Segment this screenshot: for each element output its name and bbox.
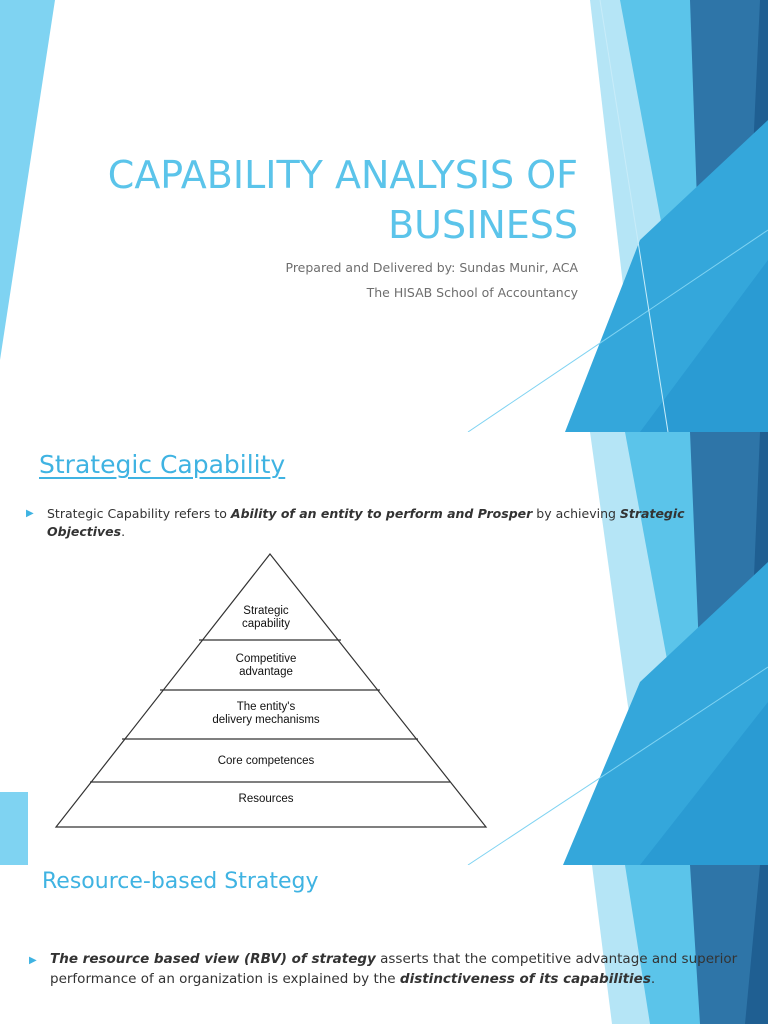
pyramid-level-3-line-2: delivery mechanisms <box>212 714 320 726</box>
pyramid-level-4: Core competences <box>217 755 315 767</box>
pyramid-level-1-line-2: capability <box>242 618 290 630</box>
title-line-1: CAPABILITY ANALYSIS OF <box>107 153 578 197</box>
slide-resource-based-strategy <box>0 865 768 1024</box>
rbv-definition: The resource based view (RBV) of strategy asserts that the competitive advantage and superior performance of an organization is explained by the distinctiveness of its capabilities. <box>50 951 738 987</box>
strategic-capability-definition: Strategic Capability refers to Ability of an entity to perform and Prosper by achieving Strategic Objectives. <box>47 506 685 539</box>
pyramid-level-5: Resources <box>238 793 294 805</box>
pyramid-level-1-line-1: Strategic <box>243 605 289 617</box>
bullet-arrow-icon: ▶ <box>26 508 34 519</box>
subtitle-school: The HISAB School of Accountancy <box>366 285 578 300</box>
subtitle-presenter: Prepared and Delivered by: Sundas Munir, ACA <box>285 260 578 275</box>
title-line-2: BUSINESS <box>388 203 578 247</box>
slide-title <box>0 0 768 432</box>
pyramid-level-3-line-1: The entity's <box>236 701 296 713</box>
slide-strategic-capability <box>0 432 768 865</box>
bullet-arrow-icon: ▶ <box>29 955 37 966</box>
strategic-capability-heading: Strategic Capability <box>39 450 286 479</box>
resource-based-strategy-heading: Resource-based Strategy <box>42 869 319 894</box>
capability-pyramid <box>0 432 768 865</box>
slide-title-text <box>58 150 578 250</box>
pyramid-level-2-line-1: Competitive <box>235 653 297 665</box>
pyramid-level-2-line-2: advantage <box>239 666 293 678</box>
